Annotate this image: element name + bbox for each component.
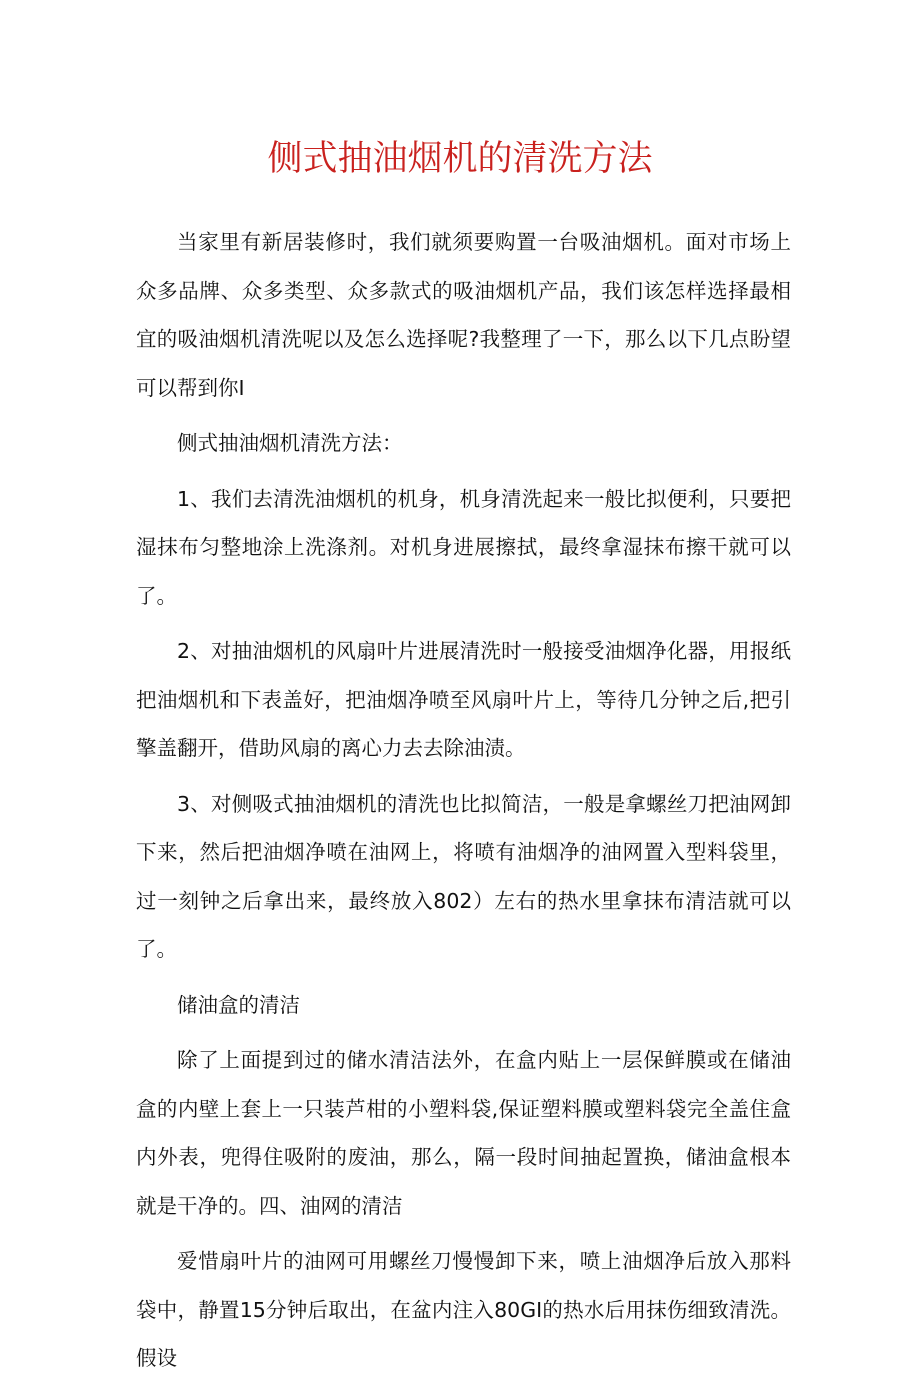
paragraph-step-2: 2、对抽油烟机的风扇叶片进展清洗时一般接受油烟净化器，用报纸把油烟机和下表盖好，把油烟净喷至风扇叶片上，等待几分钟之后,把引擎盖翻开，借助风扇的离心力去去除油渍。: [136, 639, 791, 760]
paragraph-oil-box-heading: 储油盒的清洁: [177, 992, 300, 1017]
paragraph-step-3: 3、对侧吸式抽油烟机的清洗也比拟简洁，一般是拿螺丝刀把油网卸下来，然后把油烟净喷在油网上，将喷有油烟净的油网置入型料袋里，过一刻钟之后拿出来，最终放入802）左右的热水里拿抹布清洁就可以了。: [136, 791, 791, 961]
document-title: 侧式抽油烟机的清洗方法: [267, 139, 653, 179]
document-body: [136, 218, 791, 1390]
paragraph-oil-net: 爱惜扇叶片的油网可用螺丝刀慢慢卸下来，喷上油烟净后放入那料袋中，静置15分钟后取出，在盆内注入80GI的热水后用抹伤细致清洗。假设: [136, 1249, 791, 1370]
paragraph-step-1: 1、我们去清洗油烟机的机身，机身清洗起来一般比拟便利，只要把湿抹布匀整地涂上洗涤剂。对机身进展擦拭，最终拿湿抹布擦干就可以了。: [136, 486, 791, 608]
paragraph-oil-box: 除了上面提到过的储水清洁法外，在盒内贴上一层保鲜膜或在储油盒的内壁上套上一只装芦柑的小塑料袋,保证塑料膜或塑料袋完全盖住盒内外表，兜得住吸附的废油，那么，隔一段时间抽起置换，储油盒根本就是干净的。四、油网的清洁: [136, 1048, 791, 1218]
paragraph-method-heading: 侧式抽油烟机清洗方法：: [177, 431, 403, 455]
paragraph-intro: 当家里有新居装修时，我们就须要购置一台吸油烟机。面对市场上众多品牌、众多类型、众多款式的吸油烟机产品，我们该怎样选择最相宜的吸油烟机清洗呢以及怎么选择呢?我整理了一下，那么以下几点盼望可以帮到你I: [136, 230, 791, 400]
